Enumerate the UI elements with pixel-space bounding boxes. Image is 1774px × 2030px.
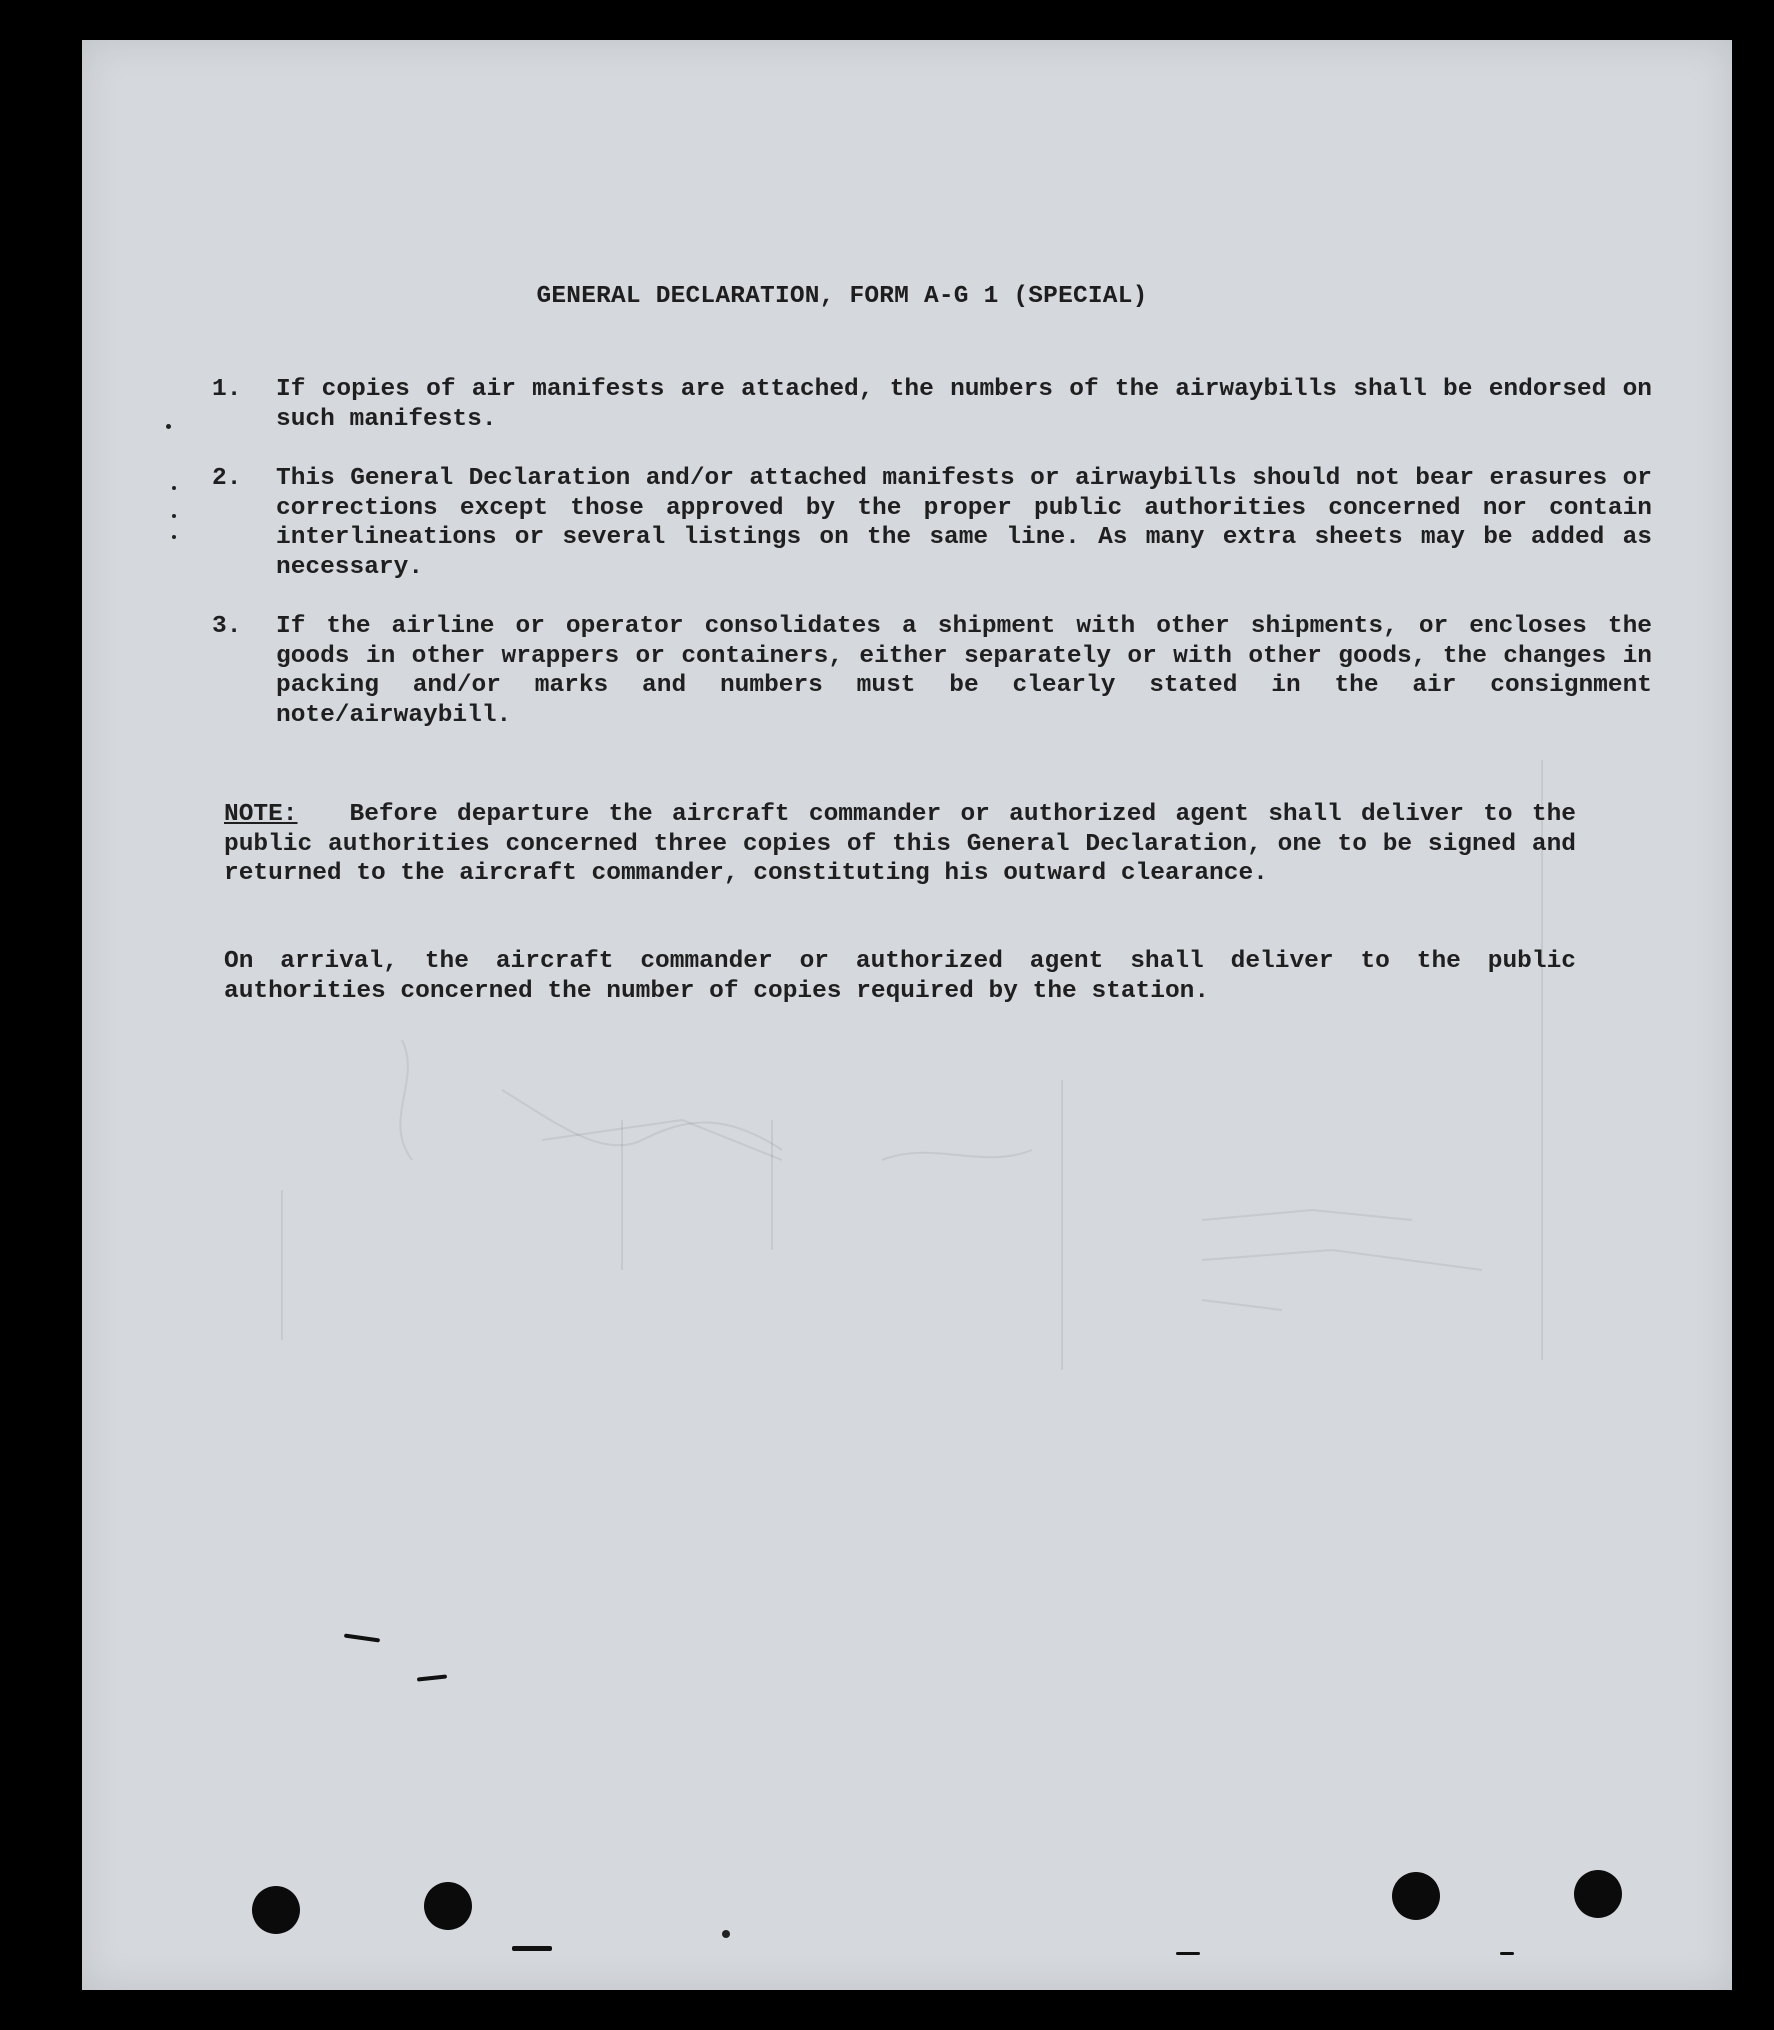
document-page [82, 40, 1732, 1990]
ink-mark [512, 1946, 552, 1951]
ink-mark [1500, 1952, 1514, 1955]
list-item [212, 375, 1652, 434]
bleed-through-marks [82, 40, 1732, 1990]
ink-mark [722, 1930, 730, 1938]
list-item [212, 464, 1652, 582]
punch-hole [1392, 1872, 1440, 1920]
item-text: This General Declaration and/or attached manifests or airwaybills should not bear erasures or corrections except those approved by the proper public authorities concerned nor contain interlineations or several listings on the same line. As many extra sheets may be added as necessary. [276, 465, 1652, 581]
ink-mark [172, 514, 176, 518]
item-text: If the airline or operator consolidates a shipment with other shipments, or encloses the goods in other wrappers or containers, either separately or with other goods, the changes in packing and/or marks and numbers must be clearly stated in the air consignment note/airwaybill. [276, 613, 1652, 729]
item-number: 3. [212, 613, 242, 640]
ink-mark [1176, 1952, 1200, 1955]
punch-hole [424, 1882, 472, 1930]
note-paragraph [224, 800, 1576, 889]
ink-mark [172, 535, 176, 539]
arrival-paragraph: On arrival, the aircraft commander or authorized agent shall deliver to the public authorities concerned the number of copies required by the station. [224, 948, 1576, 1005]
punch-hole [1574, 1870, 1622, 1918]
note-label: NOTE: [224, 801, 298, 828]
list-item [212, 612, 1652, 730]
ink-mark [172, 486, 176, 490]
ink-mark [166, 424, 171, 429]
punch-hole [252, 1886, 300, 1934]
page-title: GENERAL DECLARATION, FORM A-G 1 (SPECIAL) [536, 283, 1148, 310]
item-text: If copies of air manifests are attached, the numbers of the airwaybills shall be endorsed on such manifests. [276, 376, 1652, 433]
item-number: 1. [212, 376, 242, 403]
note-text: Before departure the aircraft commander or authorized agent shall deliver to the public authorities concerned three copies of this General Declaration, one to be signed and returned to the aircraft commander, constituting his outward clearance. [224, 801, 1576, 887]
item-number: 2. [212, 465, 242, 492]
